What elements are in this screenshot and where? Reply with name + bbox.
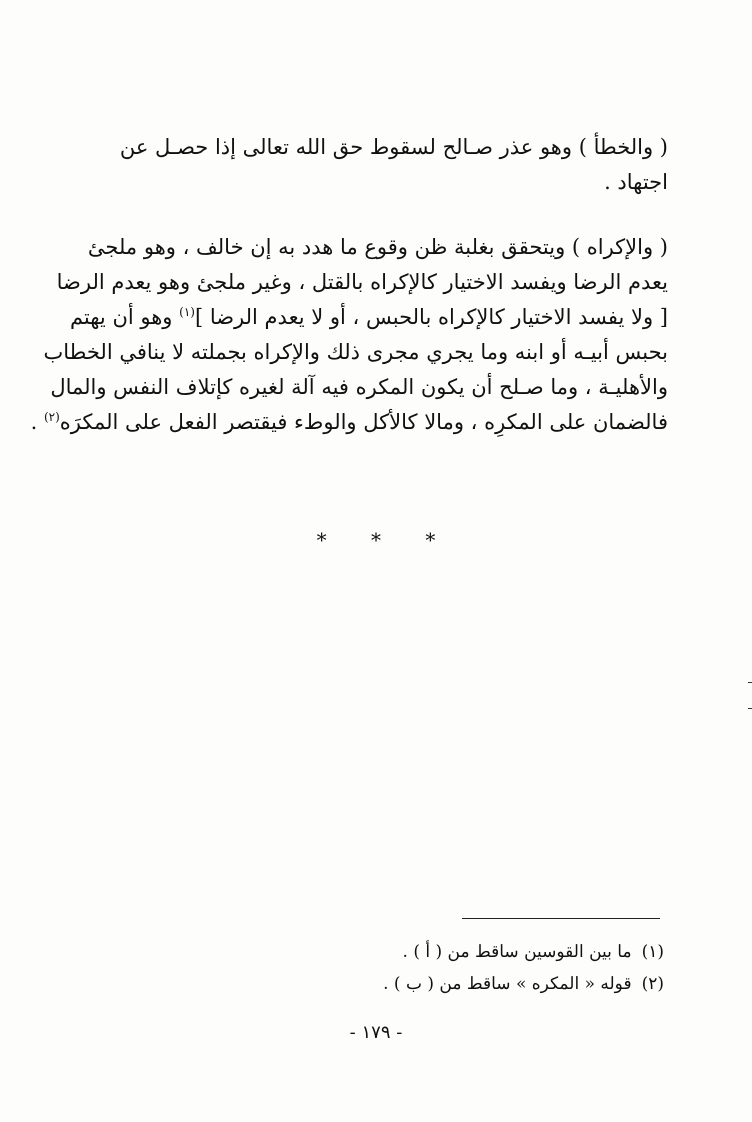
footnote-number: (١) xyxy=(641,942,664,962)
paragraph-line: ( والإكراه ) ويتحقق بغلبة ظن وقوع ما هدد به إن خالف ، وهو ملجئ xyxy=(87,235,668,259)
paragraph-line: يعدم الرضا ويفسد الاختيار كالإكراه بالقتل ، وغير ملجئ وهو يعدم الرضا xyxy=(56,270,668,294)
edge-mark xyxy=(748,682,752,683)
line-text: [ ولا يفسد الاختيار كالإكراه بالحبس ، أو لا يعدم الرضا ] xyxy=(194,305,668,329)
paragraph-coercion xyxy=(30,230,668,440)
paragraph-line: ( والخطأ ) وهو عذر صـالح لسقوط حق الله تعالى إذا حصـل عن xyxy=(119,135,668,159)
line-text: . xyxy=(30,410,44,434)
footnote-ref-1[interactable]: (١) xyxy=(179,305,195,319)
footnote-ref-2[interactable]: (٢) xyxy=(43,410,60,424)
footnote-number: (٢) xyxy=(641,974,664,994)
paragraph-line: بحبس أبيـه أو ابنه وما يجري مجرى ذلك والإكراه بجملته لا ينافي الخطاب xyxy=(43,340,668,364)
paragraph-line xyxy=(30,405,668,440)
footnote-divider xyxy=(462,918,660,919)
footnote-item xyxy=(264,968,664,1000)
edge-mark xyxy=(748,708,752,709)
paragraph-line: اجتهاد . xyxy=(604,170,668,194)
footnote-item xyxy=(264,936,664,968)
asterisk-icon: * xyxy=(371,528,381,552)
asterisk-icon: * xyxy=(316,528,327,552)
footnote-text: قوله « المكره » ساقط من ( ب ) . xyxy=(383,974,632,994)
line-text: فالضمان على المكرِه ، ومالا كالأكل والوطء فيقتصر الفعل على المكرَه xyxy=(59,410,668,434)
paragraph-error xyxy=(100,130,668,200)
footnote-text: ما بين القوسين ساقط من ( أ ) . xyxy=(402,942,632,962)
asterisk-icon: * xyxy=(425,528,436,552)
footnotes xyxy=(264,936,664,1000)
section-separator xyxy=(0,528,752,552)
paragraph-line: والأهليـة ، وما صـلح أن يكون المكره فيه آلة لغيره كإتلاف النفس والمال xyxy=(50,375,668,399)
paragraph-line xyxy=(69,300,668,335)
page-number: - ١٧٩ - xyxy=(349,1022,403,1043)
line-text: وهو أن يهتم xyxy=(69,305,180,329)
